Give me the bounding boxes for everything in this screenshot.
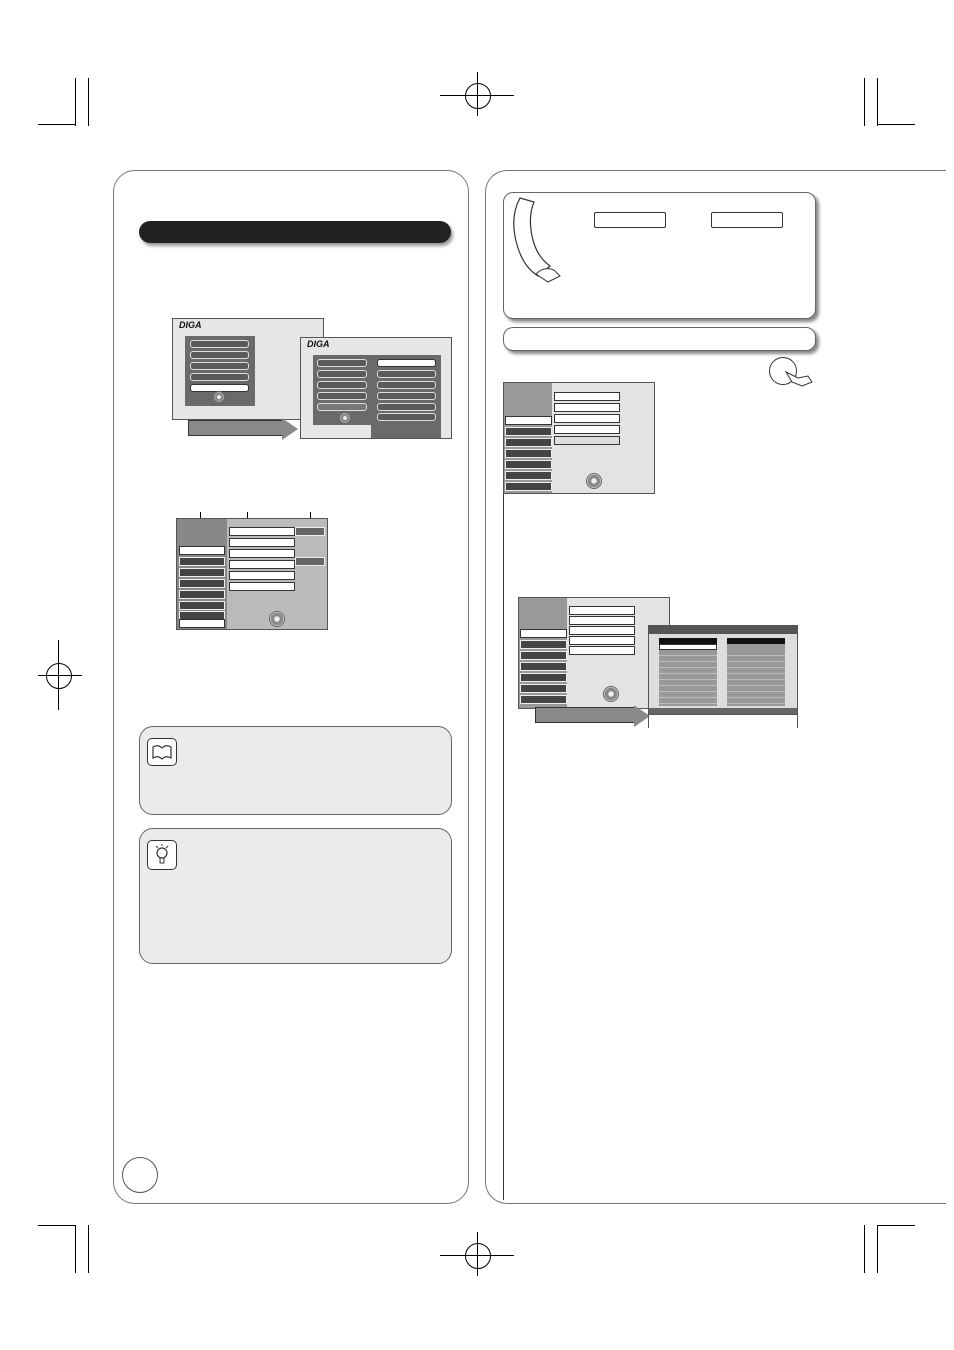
- setup-tab: [520, 684, 567, 693]
- remote-control-icon: [508, 196, 568, 286]
- tip-box: [139, 828, 452, 964]
- disc-icon: [339, 412, 351, 424]
- disc-icon: [586, 473, 602, 489]
- setup-screen: [176, 518, 328, 630]
- list-row: [659, 698, 717, 704]
- crop-mark: [477, 1232, 478, 1276]
- setup-row: [554, 436, 620, 445]
- setup-tab: [505, 427, 552, 436]
- submenu-button: [377, 370, 436, 378]
- crop-mark: [877, 1225, 878, 1273]
- setup-tab-column: [177, 519, 227, 629]
- setup-row: [569, 636, 635, 645]
- setup-row: [229, 538, 295, 547]
- setup-tab: [520, 640, 567, 649]
- crop-mark: [38, 675, 82, 676]
- divider-line: [503, 490, 504, 1200]
- setup-tab: [520, 662, 567, 671]
- submenu-panel: [371, 355, 441, 438]
- book-icon: [147, 738, 177, 766]
- setup-tab-column: [519, 598, 567, 708]
- menu-button: [317, 392, 367, 400]
- crop-mark: [864, 1225, 865, 1273]
- crop-mark: [864, 78, 865, 126]
- submenu-button: [377, 381, 436, 389]
- registration-mark: [46, 663, 72, 689]
- setup-row: [554, 414, 620, 423]
- setup-tab: [179, 568, 225, 577]
- menu-button: [317, 370, 367, 378]
- button-label-box: [594, 212, 666, 228]
- setup-tab-selected: [505, 416, 552, 425]
- setup-row: [554, 425, 620, 434]
- setup-tab: [505, 438, 552, 447]
- page-number-circle: [122, 1157, 158, 1193]
- submenu-button: [377, 413, 436, 421]
- crop-mark: [75, 78, 76, 126]
- list-row-highlight: [727, 638, 785, 644]
- setup-row: [569, 606, 635, 615]
- menu-button: [190, 351, 249, 359]
- submenu-button: [377, 403, 436, 411]
- step-heading-box: [503, 327, 816, 351]
- setup-tab: [520, 695, 567, 704]
- setup-tab: [520, 673, 567, 682]
- setup-row: [229, 571, 295, 580]
- setup-row: [554, 392, 620, 401]
- setup-row: [569, 626, 635, 635]
- crop-mark: [58, 640, 59, 710]
- list-right: [727, 638, 785, 706]
- submenu-screen: [300, 337, 452, 439]
- crop-mark: [477, 72, 478, 116]
- menu-button: [190, 373, 249, 381]
- lightbulb-icon: [147, 840, 177, 870]
- setup-tab-selected: [179, 546, 225, 555]
- setup-tab: [179, 579, 225, 588]
- brand-logo: DIGA: [179, 320, 202, 330]
- menu-button: [317, 381, 367, 389]
- reference-note-box: [139, 726, 452, 815]
- menu-panel: [313, 355, 371, 425]
- setup-row: [569, 646, 635, 655]
- setup-row: [229, 582, 295, 591]
- setup-value: [295, 527, 325, 536]
- setup-tab: [505, 482, 552, 491]
- section-heading-bar: [139, 221, 451, 243]
- submenu-button: [377, 392, 436, 400]
- disc-icon: [603, 686, 619, 702]
- overlay-footer: [649, 714, 797, 728]
- menu-button: [317, 359, 367, 367]
- crop-mark: [877, 124, 915, 125]
- disc-icon: [269, 611, 285, 627]
- overlay-header: [649, 626, 797, 634]
- setup-row: [229, 560, 295, 569]
- setup-row: [229, 527, 295, 536]
- setup-row: [554, 403, 620, 412]
- list-row: [727, 698, 785, 704]
- transition-arrow: [188, 420, 283, 436]
- setup-tab-selected: [520, 629, 567, 638]
- registration-mark: [465, 83, 491, 109]
- setup-tab: [505, 471, 552, 480]
- submenu-button-selected: [377, 359, 436, 367]
- setup-tab: [505, 449, 552, 458]
- crop-mark: [38, 1225, 76, 1226]
- menu-button: [317, 403, 367, 411]
- transition-arrow-head: [282, 418, 298, 440]
- crop-mark: [88, 1225, 89, 1273]
- transition-arrow: [535, 707, 636, 723]
- crop-mark: [75, 1225, 76, 1273]
- crop-mark: [877, 1225, 915, 1226]
- pointing-hand-icon: [784, 368, 814, 388]
- list-left: [659, 638, 717, 706]
- crop-mark: [877, 78, 878, 126]
- setup-tab: [179, 601, 225, 610]
- setup-tab: [179, 619, 225, 628]
- menu-button: [190, 340, 249, 348]
- crop-mark: [38, 124, 76, 125]
- disc-icon: [213, 391, 225, 403]
- button-label-box: [711, 212, 783, 228]
- setup-screen-right: [503, 382, 655, 494]
- crop-mark: [88, 78, 89, 126]
- setup-tab: [179, 557, 225, 566]
- menu-button: [190, 362, 249, 370]
- setup-tab: [520, 651, 567, 660]
- brand-logo: DIGA: [307, 339, 330, 349]
- setup-row: [569, 616, 635, 625]
- setup-value: [295, 557, 325, 566]
- setup-tab: [179, 590, 225, 599]
- menu-panel: [185, 336, 255, 406]
- channel-list-overlay: [648, 625, 798, 728]
- section-title: [139, 225, 151, 239]
- setup-row: [229, 549, 295, 558]
- setup-tab: [505, 460, 552, 469]
- registration-mark: [465, 1243, 491, 1269]
- setup-tab-column: [504, 383, 552, 493]
